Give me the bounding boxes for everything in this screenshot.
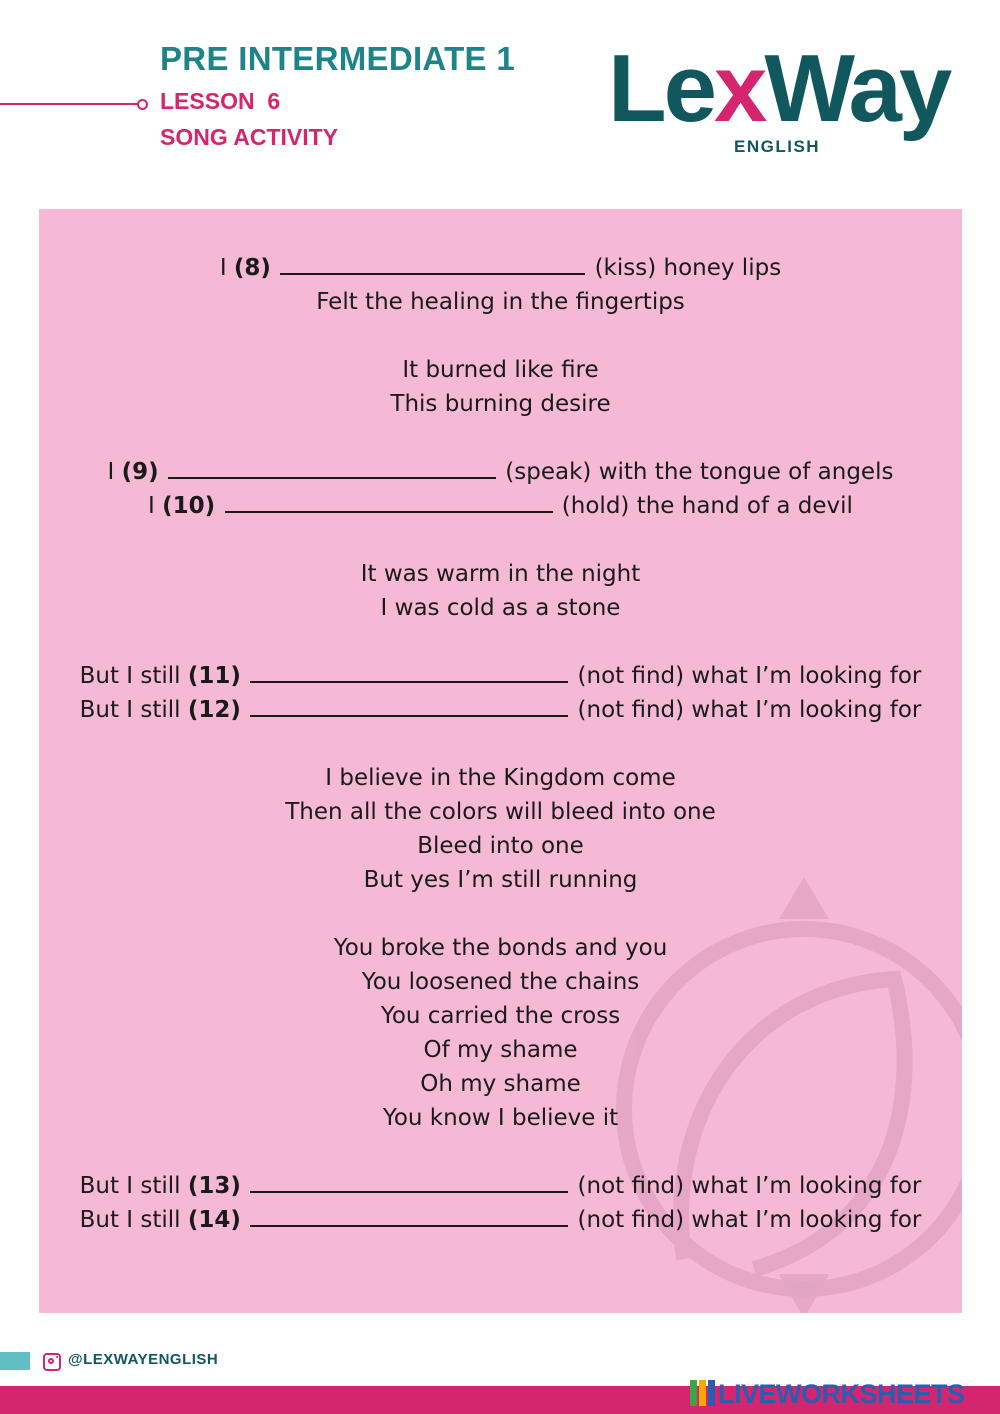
lyric-line: Then all the colors will bleed into one [285, 799, 716, 825]
lyric-line: I was cold as a stone [380, 595, 621, 621]
answer-blank-11[interactable] [250, 659, 568, 683]
lyric-line: Of my shame [423, 1037, 578, 1063]
lyric-line: But yes I’m still running [363, 867, 638, 893]
lyric-line-14: But I still (14) (not find) what I’m looking for [39, 1203, 962, 1237]
lyric-line: You know I believe it [382, 1105, 619, 1131]
answer-blank-9[interactable] [168, 455, 496, 479]
footer-accent-tab [0, 1352, 30, 1370]
logo-wordmark: LexWay [608, 35, 950, 142]
lyric-line-12: But I still (12) (not find) what I’m looking for [39, 693, 962, 727]
liveworksheets-text: LIVEWORKSHEETS [718, 1379, 965, 1409]
answer-blank-14[interactable] [250, 1203, 568, 1227]
answer-blank-8[interactable] [280, 251, 585, 275]
lyric-line: It was warm in the night [360, 561, 641, 587]
social-handle[interactable]: @LEXWAYENGLISH [68, 1351, 219, 1368]
lyric-line-11: But I still (11) (not find) what I’m looking for [39, 659, 962, 693]
lyric-line: It burned like fire [402, 357, 599, 383]
lyric-line: You loosened the chains [361, 969, 640, 995]
lyric-line: You broke the bonds and you [333, 935, 668, 961]
answer-blank-13[interactable] [250, 1169, 568, 1193]
activity-title: SONG ACTIVITY [160, 124, 339, 150]
lyric-line: You carried the cross [380, 1003, 621, 1029]
answer-blank-12[interactable] [250, 693, 568, 717]
lyrics-panel [39, 209, 962, 1313]
lyric-line: I believe in the Kingdom come [325, 765, 676, 791]
instagram-icon [43, 1353, 61, 1371]
lesson-title: LESSON 6 [160, 88, 281, 114]
lyric-line-8: I (8) (kiss) honey lips [39, 251, 962, 285]
lexway-logo [608, 34, 958, 164]
liveworksheets-logo-icon [690, 1380, 716, 1406]
lyrics-text [39, 251, 962, 1237]
lyric-line-9: I (9) (speak) with the tongue of angels [39, 455, 962, 489]
level-title: PRE INTERMEDIATE 1 [160, 40, 515, 77]
header-decor-line [0, 103, 138, 105]
answer-blank-10[interactable] [225, 489, 553, 513]
lyric-line: This burning desire [390, 391, 611, 417]
lyric-line: Felt the healing in the fingertips [316, 289, 685, 315]
header-decor-dot [137, 99, 148, 110]
lyric-line-13: But I still (13) (not find) what I’m looking for [39, 1169, 962, 1203]
lyric-line: Bleed into one [417, 833, 584, 859]
liveworksheets-brand[interactable] [690, 1378, 990, 1410]
logo-subtitle: ENGLISH [734, 137, 821, 156]
lyric-line: Oh my shame [420, 1071, 581, 1097]
lyric-line-10: I (10) (hold) the hand of a devil [39, 489, 962, 523]
